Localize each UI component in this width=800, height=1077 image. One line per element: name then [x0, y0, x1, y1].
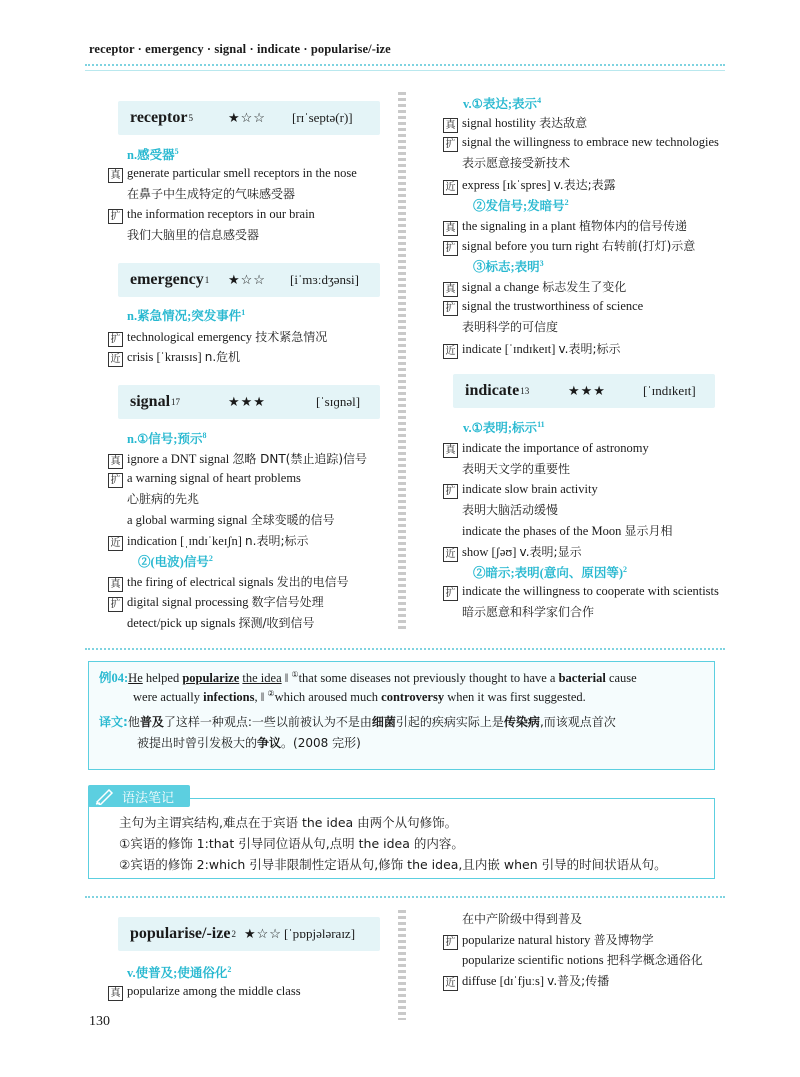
zhen-tag: 真: [108, 454, 123, 469]
translation-line: 表明大脑活动缓慢: [462, 503, 559, 517]
example-line: 扩 a warning signal of heart problems: [108, 471, 301, 488]
zhen-tag: 真: [108, 986, 123, 1001]
section-divider: [85, 648, 725, 650]
star-rating: ★★★: [568, 383, 606, 398]
translation-label: 译文:: [99, 715, 128, 729]
example-line: 扩 the information receptors in our brain: [108, 207, 315, 224]
example-line: indicate the phases of the Moon 显示月相: [462, 524, 673, 538]
kuo-tag: 扩: [443, 586, 458, 601]
translation-line: 心脏病的先兆: [127, 492, 200, 506]
star-rating: ★★★: [228, 394, 266, 409]
jin-tag: 近: [108, 536, 123, 551]
frequency: 2: [231, 929, 236, 939]
header-rule: [85, 64, 725, 71]
pen-icon: [94, 787, 116, 805]
sense-label: v.①表明;标示$^{11}$: [463, 419, 545, 435]
zhen-tag: 真: [443, 443, 458, 458]
sense-label: v.①表达;表示$^4$: [463, 95, 542, 111]
headword: receptor: [130, 109, 188, 126]
translation-line: 表示愿意接受新技术: [462, 156, 571, 170]
kuo-tag: 扩: [443, 484, 458, 499]
grammar-note-box: [88, 798, 715, 879]
entry-receptor-headword-box: [118, 101, 380, 135]
grammar-note-line: ②宾语的修饰 2:which 引导非限制性定语从句,修饰 the idea,且内嵌 when 引导的时间状语从句。: [119, 857, 667, 872]
example-line: 近 express [ɪkˈspres] v.表达;表露: [443, 176, 616, 195]
column-divider-bottom: [398, 910, 406, 1020]
sense-label: v.使普及;使通俗化$^2$: [127, 964, 232, 980]
example-line: 扩 popularize natural history 普及博物学: [443, 931, 654, 950]
frequency: 17: [171, 397, 181, 407]
example-line: popularize scientific notions 把科学概念通俗化: [462, 953, 703, 967]
example-sentence-line-1: 例04:He helped popularize the idea ‖ ①that some diseases not previously thought to have a bacterial cause: [99, 669, 637, 685]
zhen-tag: 真: [443, 282, 458, 297]
phonetic: [ˈɪndɪkeɪt]: [643, 383, 696, 398]
headword: popularise/-ize: [130, 925, 231, 942]
jin-tag: 近: [443, 344, 458, 359]
running-header: receptor · emergency · signal · indicate · popularise/-ize: [89, 42, 391, 56]
translation-line: 表明天文学的重要性: [462, 462, 571, 476]
entry-signal-headword-box: [118, 385, 380, 419]
example-line: 真 signal a change 标志发生了变化: [443, 278, 626, 297]
example-label: 例04:: [99, 671, 129, 685]
kuo-tag: 扩: [443, 301, 458, 316]
example-line: 真 the firing of electrical signals 发出的电信号: [108, 573, 349, 592]
example-line: 真 signal hostility 表达敌意: [443, 114, 587, 133]
sense-label: ③标志;表明$^3$: [473, 258, 544, 274]
sense-label: ②暗示;表明(意向、原因等)$^2$: [473, 564, 627, 580]
example-line: detect/pick up signals 探测/收到信号: [127, 616, 315, 630]
grammar-note-title: 语法笔记: [122, 790, 175, 806]
phonetic: [ˈsɪɡnəl]: [316, 394, 361, 409]
example-line: 近 show [ʃəʊ] v.表明;显示: [443, 543, 582, 562]
sense-label: ②(电波)信号$^2$: [138, 553, 213, 569]
phonetic: [iˈmɜːdʒənsi]: [290, 272, 359, 287]
example-sentence-line-2: were actually infections, ‖ ②which aroused much controversy when it was first suggested.: [133, 689, 586, 705]
sense-label: n.感受器$^5$: [127, 146, 179, 162]
sense-label: n.紧急情况;突发事件$^1$: [127, 307, 246, 323]
example-line: 真 the signaling in a plant 植物体内的信号传递: [443, 217, 687, 236]
example-line: 扩 indicate slow brain activity: [443, 482, 598, 499]
headword: indicate: [465, 382, 520, 399]
example-line: 真 ignore a DNT signal 忽略 DNT(禁止追踪)信号: [108, 450, 367, 469]
translation-line: 在鼻子中生成特定的气味感受器: [127, 187, 296, 201]
kuo-tag: 扩: [108, 332, 123, 347]
kuo-tag: 扩: [108, 597, 123, 612]
kuo-tag: 扩: [108, 209, 123, 224]
zhen-tag: 真: [108, 577, 123, 592]
grammar-note-line: ①宾语的修饰 1:that 引导同位语从句,点明 the idea 的内容。: [119, 836, 464, 851]
example-line: 近 indicate [ˈɪndɪkeɪt] v.表明;标示: [443, 340, 621, 359]
frequency: 13: [520, 386, 530, 396]
sense-label: n.①信号;预示$^8$: [127, 430, 207, 446]
star-rating: ★☆☆: [228, 272, 266, 287]
example-line: 真 indicate the importance of astronomy: [443, 441, 649, 458]
star-rating: ★☆☆: [244, 926, 282, 941]
example-line: 近 crisis [ˈkraɪsɪs] n.危机: [108, 348, 240, 367]
jin-tag: 近: [443, 976, 458, 991]
kuo-tag: 扩: [108, 473, 123, 488]
sense-label: ②发信号;发暗号$^2$: [473, 197, 569, 213]
example-line: 真 popularize among the middle class: [108, 984, 301, 1001]
example-sentence-box: [88, 661, 715, 770]
entry-popularise-headword-box: [118, 917, 380, 951]
entry-emergency-headword-box: [118, 263, 380, 297]
example-line: 近 diffuse [dɪˈfjuːs] v.普及;传播: [443, 972, 609, 991]
translation-line: 暗示愿意和科学家们合作: [462, 605, 595, 619]
translation-line: 表明科学的可信度: [462, 320, 559, 334]
example-line: 扩 technological emergency 技术紧急情况: [108, 328, 327, 347]
translation-line-2: 被提出时曾引发极大的争议。(2008 完形): [137, 736, 361, 750]
translation-line-1: 译文:他普及了这样一种观点:一些以前被认为不是由细菌引起的疾病实际上是传染病,而该观点首次: [99, 715, 616, 729]
example-line: 扩 indicate the willingness to cooperate with scientists: [443, 584, 719, 601]
star-rating: ★☆☆: [228, 110, 266, 125]
translation-line: 在中产阶级中得到普及: [462, 912, 583, 926]
example-line: 近 indication [ˌɪndɪˈkeɪʃn] n.表明;标示: [108, 532, 309, 551]
phonetic: [rɪˈseptə(r)]: [292, 110, 353, 125]
column-divider: [398, 92, 406, 632]
kuo-tag: 扩: [443, 137, 458, 152]
example-line: 扩 digital signal processing 数字信号处理: [108, 593, 324, 612]
entry-indicate-headword-box: [453, 374, 715, 408]
headword: signal: [130, 393, 171, 410]
kuo-tag: 扩: [443, 241, 458, 256]
headword: emergency: [130, 271, 204, 288]
example-line: 扩 signal the trustworthiness of science: [443, 299, 643, 316]
frequency: 1: [204, 275, 210, 285]
jin-tag: 近: [443, 547, 458, 562]
grammar-note-line: 主句为主谓宾结构,难点在于宾语 the idea 由两个从句修饰。: [119, 815, 458, 830]
section-divider: [85, 896, 725, 898]
grammar-note-tab: [88, 785, 190, 807]
example-line: 扩 signal before you turn right 右转前(打灯)示意: [443, 237, 695, 256]
jin-tag: 近: [108, 352, 123, 367]
example-line: 真 generate particular smell receptors in the nose: [108, 166, 357, 183]
zhen-tag: 真: [108, 168, 123, 183]
jin-tag: 近: [443, 180, 458, 195]
page-number: 130: [89, 1014, 110, 1029]
zhen-tag: 真: [443, 118, 458, 133]
kuo-tag: 扩: [443, 935, 458, 950]
example-line: a global warming signal 全球变暖的信号: [127, 513, 335, 527]
example-line: 扩 signal the willingness to embrace new technologies: [443, 135, 719, 152]
zhen-tag: 真: [443, 221, 458, 236]
frequency: 5: [188, 113, 193, 123]
phonetic: [ˈpɒpjələraɪz]: [284, 926, 356, 941]
translation-line: 我们大脑里的信息感受器: [127, 228, 260, 242]
